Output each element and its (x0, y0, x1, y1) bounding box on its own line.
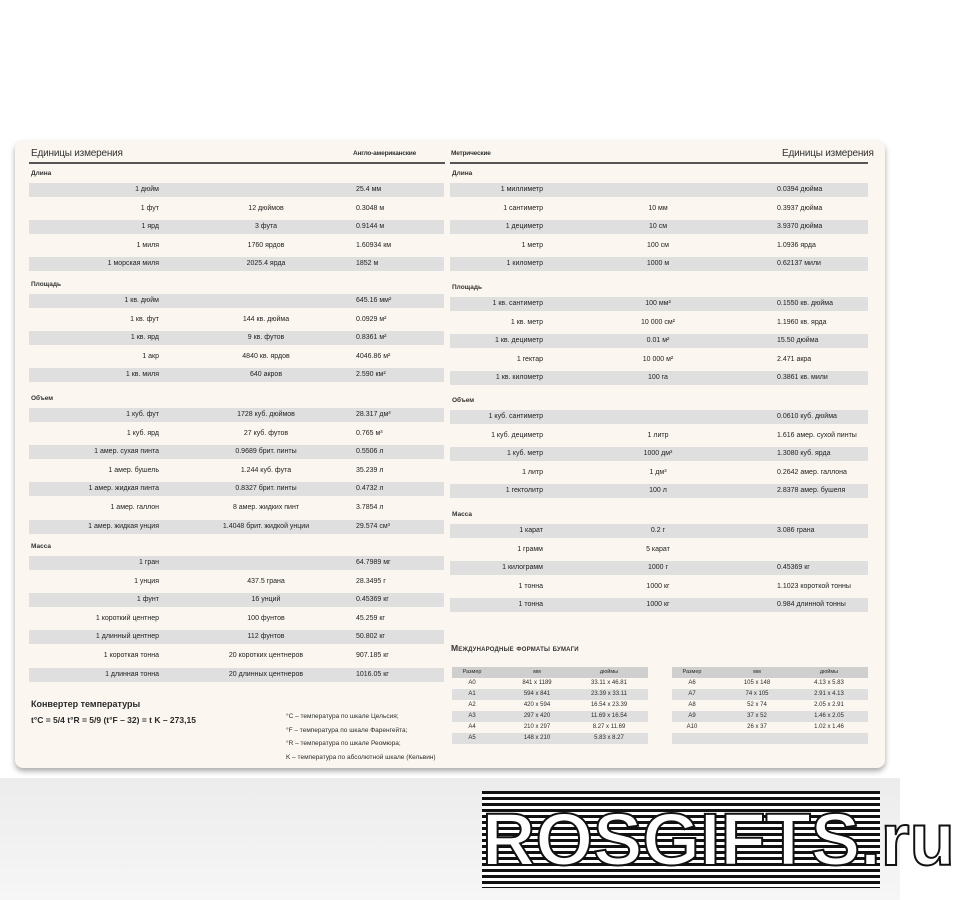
table-row (29, 368, 444, 382)
converted-cell: 28.317 дм³ (356, 411, 391, 418)
table-row (29, 556, 444, 570)
converted-cell: 0.3861 кв. мили (777, 374, 828, 382)
table-row (29, 593, 444, 607)
unit-cell: 1 амер. сухая пинта (94, 448, 159, 456)
unit-cell: 1 амер. жидкая пинта (88, 485, 159, 493)
table-row (450, 353, 868, 367)
unit-cell: 1 сантиметр (503, 204, 543, 212)
unit-cell: 1 грамм (517, 545, 543, 553)
table-row (450, 257, 868, 271)
unit-cell: 1 куб. метр (506, 450, 543, 458)
unit-cell: 1 морская миля (107, 260, 159, 268)
converted-cell: 645.16 мм² (356, 297, 392, 304)
equivalent-cell: 20 коротких центнеров (228, 652, 304, 659)
paper-cell: А1 (468, 691, 476, 697)
paper-cell: 23.39 х 33.11 (591, 691, 627, 697)
converted-cell: 15.50 дюйма (777, 337, 819, 345)
paper-cell: А0 (468, 680, 476, 686)
equivalent-cell: 112 фунтов (247, 633, 285, 641)
equivalent-cell: 1.244 куб. фута (240, 466, 292, 474)
temperature-formula: t°C = 5/4 t°R = 5/9 (t°F – 32) = t K – 273,15 (31, 715, 196, 725)
converted-cell: 25.4 мм (356, 186, 382, 193)
unit-cell: 1 кв. ярд (130, 334, 159, 342)
table-row (29, 331, 444, 345)
converted-cell: 0.2642 амер. галлона (777, 468, 847, 476)
table-row (450, 561, 868, 575)
paper-cell: А5 (468, 735, 476, 741)
table-row (29, 668, 444, 682)
converted-cell: 0.0610 куб. дюйма (777, 413, 837, 420)
table-row (450, 297, 868, 311)
table-row (29, 313, 444, 327)
unit-cell: 1 дециметр (505, 223, 543, 231)
paper-cell: 52 х 74 (747, 702, 767, 708)
equivalent-cell: 3 фута (254, 223, 278, 231)
table-row (450, 220, 868, 234)
equivalent-cell: 1 литр (647, 431, 669, 439)
paper-cell: А4 (468, 724, 476, 730)
paper-cell: 297 х 420 (523, 713, 551, 719)
table-row (450, 334, 868, 348)
equivalent-cell: 10 см (648, 223, 668, 231)
equivalent-cell: 1.4048 брит. жидкой унции (222, 522, 310, 530)
unit-cell: 1 кв. километр (495, 374, 543, 382)
paper-header-cell: дюймы (599, 669, 619, 675)
converted-cell: 0.8361 м² (356, 334, 387, 342)
table-row (450, 543, 868, 557)
paper-cell: 8.27 х 11.69 (592, 724, 626, 730)
paper-cell: 37 х 52 (747, 713, 767, 719)
converted-cell: 0.45369 кг (777, 564, 810, 572)
table-row (450, 410, 868, 424)
unit-cell: 1 амер. галлон (110, 504, 159, 511)
paper-cell: 841 х 1189 (522, 680, 552, 686)
unit-cell: 1 фунт (136, 596, 159, 604)
paper-table-row (452, 689, 648, 700)
section-title: Площадь (31, 281, 61, 288)
paper-table-header (452, 667, 648, 678)
equivalent-cell: 4840 кв. ярдов (242, 352, 290, 360)
equivalent-cell: 437.5 грана (247, 577, 285, 585)
temperature-converter-title: Конвертер температуры (31, 699, 141, 709)
converted-cell: 1.3080 куб. ярда (777, 450, 831, 458)
paper-table-header (672, 667, 868, 678)
paper-header-cell: дюймы (819, 669, 839, 675)
converted-cell: 1852 м (356, 260, 379, 268)
unit-cell: 1 ярд (141, 223, 159, 231)
legend-kelvin: K – температура по абсолютной шкале (Кельвин) (286, 754, 436, 762)
unit-cell: 1 куб. сантиметр (488, 413, 543, 420)
paper-table-row (452, 678, 648, 689)
unit-cell: 1 амер. бушель (108, 466, 159, 474)
unit-cell: 1 тонна (518, 601, 543, 609)
paper-table-row (672, 733, 868, 744)
equivalent-cell: 1000 дм³ (643, 450, 673, 458)
paper-table-right (672, 667, 868, 744)
section-title: Длина (31, 170, 52, 177)
paper-cell: 148 х 210 (523, 735, 551, 741)
paper-cell: 26 х 37 (747, 724, 767, 730)
converted-cell: 3.9370 дюйма (777, 223, 823, 231)
converted-cell: 907.185 кг (356, 652, 389, 659)
table-row (29, 220, 444, 234)
table-row (450, 202, 868, 216)
paper-cell: 1.02 х 1.46 (814, 724, 844, 730)
converted-cell: 0.5506 л (356, 448, 384, 456)
paper-cell: 420 х 594 (523, 702, 551, 708)
paper-header-cell: мм (533, 669, 541, 675)
equivalent-cell: 0.9689 брит. пинты (235, 448, 297, 456)
unit-cell: 1 тонна (518, 582, 543, 590)
equivalent-cell: 100 мм² (645, 300, 671, 307)
paper-cell: 16.54 х 23.39 (590, 702, 628, 708)
unit-cell: 1 акр (142, 352, 159, 360)
table-row (29, 202, 444, 216)
paper-cell: 74 х 105 (745, 691, 769, 697)
equivalent-cell: 1728 куб. дюймов (237, 411, 295, 418)
converted-cell: 2.8378 амер. бушеля (777, 487, 846, 495)
unit-cell: 1 длинная тонна (105, 670, 159, 678)
table-row (29, 408, 444, 422)
right-page-title: Единицы измерения (782, 148, 874, 159)
converted-cell: 3.7854 л (356, 504, 384, 511)
equivalent-cell: 10 000 м² (642, 355, 674, 363)
unit-cell: 1 кв. дюйм (124, 297, 159, 304)
table-row (450, 524, 868, 538)
table-row (29, 294, 444, 308)
paper-cell: А2 (468, 702, 476, 708)
paper-cell: А9 (688, 713, 696, 719)
unit-cell: 1 гектар (516, 355, 543, 363)
table-row (450, 371, 868, 385)
equivalent-cell: 8 амер. жидких пинт (232, 504, 300, 511)
converted-cell: 2.471 акра (777, 355, 812, 363)
equivalent-cell: 640 акров (249, 371, 283, 379)
table-row (29, 482, 444, 496)
converted-cell: 0.1550 кв. дюйма (777, 300, 833, 307)
equivalent-cell: 27 куб. футов (243, 429, 289, 437)
table-row (450, 316, 868, 330)
unit-cell: 1 кв. сантиметр (492, 300, 543, 307)
converted-cell: 0.765 м³ (356, 429, 383, 437)
table-row (29, 612, 444, 626)
table-row (450, 598, 868, 612)
converted-cell: 35.239 л (356, 466, 384, 474)
unit-cell: 1 дюйм (135, 186, 159, 193)
unit-cell: 1 кв. дециметр (495, 337, 543, 345)
legend-fahrenheit: °F – температура по шкале Фаренгейта; (286, 726, 408, 734)
table-row (450, 239, 868, 253)
unit-cell: 1 кв. фут (130, 315, 159, 323)
unit-cell: 1 короткий центнер (95, 614, 159, 622)
table-row (29, 183, 444, 197)
paper-table-row (672, 711, 868, 722)
equivalent-cell: 144 кв. дюйма (242, 315, 290, 323)
unit-cell: 1 метр (521, 241, 543, 249)
equivalent-cell: 0.8327 брит. пинты (235, 485, 297, 493)
legend-reaumur: °R – температура по шкале Реомюра; (286, 740, 401, 748)
equivalent-cell: 1000 кг (646, 582, 670, 590)
paper-cell: А8 (688, 702, 696, 708)
equivalent-cell: 100 фунтов (247, 614, 285, 622)
paper-formats-title: Международные форматы бумаги (451, 643, 579, 653)
unit-cell: 1 фут (140, 204, 159, 212)
paper-header-cell: мм (753, 669, 761, 675)
converted-cell: 0.3937 дюйма (777, 204, 823, 212)
paper-cell: 105 х 148 (743, 680, 771, 686)
converted-cell: 28.3495 г (356, 577, 386, 585)
unit-cell: 1 карат (519, 527, 543, 534)
equivalent-cell: 100 га (648, 374, 668, 382)
unit-cell: 1 гектолитр (505, 487, 543, 495)
table-row (450, 484, 868, 498)
unit-cell: 1 километр (506, 260, 543, 268)
paper-cell: 2.05 х 2.91 (814, 702, 844, 708)
converted-cell: 1.1960 кв. ярда (777, 318, 827, 326)
left-page-title: Единицы измерения (31, 148, 123, 159)
unit-cell: 1 литр (522, 468, 543, 476)
paper-cell: 33.11 х 46.81 (591, 680, 627, 686)
converted-cell: 1016.05 кг (356, 670, 389, 678)
left-page-subtitle: Англо-американские (353, 150, 417, 157)
equivalent-cell: 1760 ярдов (247, 241, 285, 249)
right-header-rule (450, 162, 868, 164)
unit-cell: 1 куб. дециметр (491, 431, 543, 439)
table-row (29, 445, 444, 459)
paper-cell: 594 х 841 (523, 691, 551, 697)
unit-cell: 1 килограмм (502, 564, 543, 572)
paper-table-row (672, 700, 868, 711)
equivalent-cell: 10 мм (648, 204, 668, 212)
equivalent-cell: 0.01 м² (646, 337, 670, 345)
unit-cell: 1 короткая тонна (103, 652, 159, 659)
equivalent-cell: 100 л (649, 487, 667, 495)
converted-cell: 4046.86 м² (356, 352, 391, 360)
converted-cell: 64.7989 мг (356, 559, 391, 566)
converted-cell: 45.259 кг (356, 614, 385, 622)
paper-cell: 1.46 х 2.05 (814, 713, 844, 719)
paper-table-row (672, 678, 868, 689)
section-title: Масса (452, 511, 473, 518)
equivalent-cell: 1000 кг (646, 601, 670, 609)
paper-cell: А10 (686, 724, 698, 730)
unit-cell: 1 куб. ярд (126, 429, 159, 437)
equivalent-cell: 100 см (647, 241, 669, 249)
paper-cell: А3 (468, 713, 476, 719)
table-row (29, 501, 444, 515)
table-row (450, 466, 868, 480)
converted-cell: 1.1023 короткой тонны (777, 582, 851, 590)
paper-cell: 210 х 297 (523, 724, 551, 730)
unit-cell: 1 гран (138, 559, 159, 566)
equivalent-cell: 9 кв. футов (247, 334, 285, 342)
table-row (450, 183, 868, 197)
table-row (29, 239, 444, 253)
converted-cell: 3.086 грана (777, 527, 815, 534)
converted-cell: 0.984 длинной тонны (777, 601, 846, 609)
converted-cell: 1.0936 ярда (777, 241, 816, 249)
table-row (29, 464, 444, 478)
logo-text: ROSGIFTS.ru (482, 798, 955, 881)
table-row (29, 257, 444, 271)
unit-cell: 1 кв. миля (125, 371, 159, 379)
table-row (29, 520, 444, 534)
paper-table-row (452, 700, 648, 711)
unit-cell: 1 амер. жидкая унция (88, 522, 159, 530)
paper-cell: А6 (688, 680, 696, 686)
equivalent-cell: 1000 м (646, 260, 670, 268)
section-title: Объем (31, 395, 54, 402)
section-title: Длина (452, 170, 473, 177)
table-row (450, 429, 868, 443)
temperature-legend (286, 710, 436, 765)
unit-cell: 1 куб. фут (126, 411, 159, 418)
unit-cell: 1 длинный центнер (95, 633, 159, 641)
paper-table-row (672, 722, 868, 733)
paper-table-row (452, 711, 648, 722)
converted-cell: 29.574 см³ (356, 522, 390, 530)
table-row (29, 630, 444, 644)
equivalent-cell: 10 000 см² (641, 318, 675, 326)
rosgifts-logo (482, 791, 955, 888)
right-page-subtitle: Метрические (451, 150, 491, 157)
table-row (29, 350, 444, 364)
converted-cell: 0.9144 м (356, 223, 385, 231)
converted-cell: 50.802 кг (356, 633, 385, 641)
converted-cell: 0.0929 м² (356, 315, 387, 323)
equivalent-cell: 20 длинных центнеров (228, 670, 304, 678)
converted-cell: 2.590 км² (356, 371, 386, 379)
section-title: Масса (31, 543, 52, 550)
equivalent-cell: 12 дюймов (248, 204, 284, 212)
paper-cell: 11.69 х 16.54 (591, 713, 627, 719)
equivalent-cell: 1000 г (647, 564, 669, 572)
converted-cell: 0.3048 м (356, 204, 385, 212)
paper-table-row (452, 733, 648, 744)
paper-cell: 2.91 х 4.13 (814, 691, 844, 697)
equivalent-cell: 0.2 г (650, 527, 666, 534)
table-row (450, 580, 868, 594)
equivalent-cell: 2025.4 ярда (246, 260, 286, 268)
unit-cell: 1 миля (136, 241, 159, 249)
table-row (29, 649, 444, 663)
unit-cell: 1 унция (134, 577, 159, 585)
section-title: Площадь (452, 284, 482, 291)
paper-cell: 5.83 х 8.27 (594, 735, 624, 741)
converted-cell: 1.616 амер. сухой пинты (777, 431, 857, 439)
unit-cell: 1 миллиметр (500, 186, 543, 193)
paper-header-cell: Размер (462, 669, 482, 675)
equivalent-cell: 16 унций (251, 596, 281, 604)
equivalent-cell: 1 дм³ (649, 468, 667, 476)
converted-cell: 0.0394 дюйма (777, 186, 823, 193)
table-row (450, 447, 868, 461)
converted-cell: 0.62137 мили (777, 260, 821, 268)
paper-header-cell: Размер (682, 669, 702, 675)
paper-cell: А7 (688, 691, 696, 697)
table-row (29, 575, 444, 589)
paper-table-left (452, 667, 648, 744)
converted-cell: 0.45369 кг (356, 596, 389, 604)
section-title: Объем (452, 397, 475, 404)
table-row (29, 427, 444, 441)
converted-cell: 0.4732 л (356, 485, 384, 493)
paper-cell: 4.13 х 5.83 (814, 680, 844, 686)
legend-celsius: °C – температура по шкале Цельсия; (286, 713, 399, 720)
paper-table-row (672, 689, 868, 700)
equivalent-cell: 5 карат (646, 545, 670, 553)
converted-cell: 1.60934 км (356, 241, 392, 249)
left-header-rule (29, 162, 445, 164)
paper-table-row (452, 722, 648, 733)
unit-cell: 1 кв. метр (510, 318, 543, 326)
